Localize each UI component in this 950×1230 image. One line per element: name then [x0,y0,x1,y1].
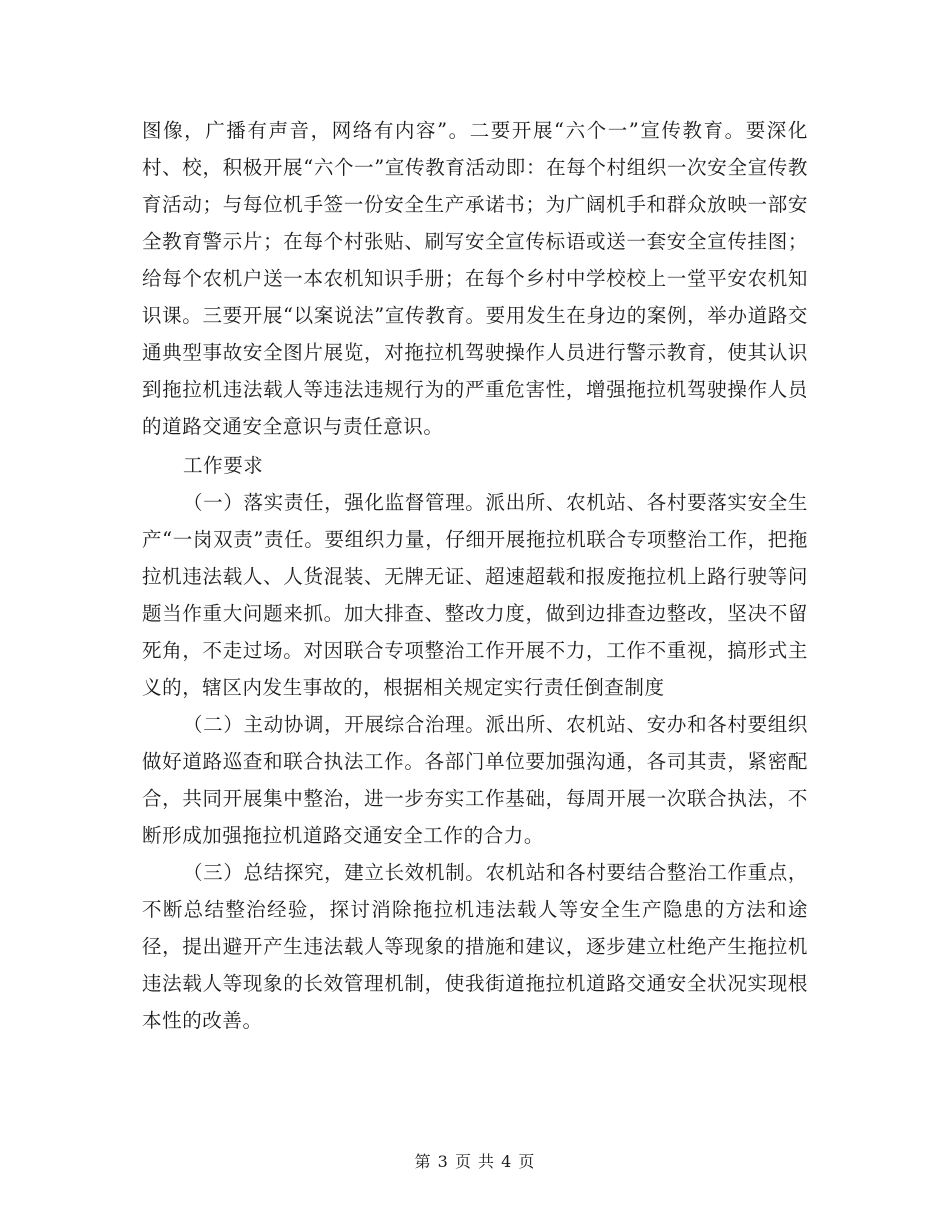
section-heading-work-requirements: 工作要求 [183,454,264,477]
document-body [142,112,808,1039]
paragraph-requirement-2: （二）主动协调，开展综合治理。派出所、农机站、安办和各村要组织做好道路巡查和联合执法工作。各部门单位要加强沟通，各司其责，紧密配合，共同开展集中整治，进一步夯实工作基础，每周开展一次联合执法，不断形成加强拖拉机道路交通安全工作的合力。 [142,713,808,847]
paragraph-propaganda-education: 图像，广播有声音，网络有内容”。二要开展“六个一”宣传教育。要深化村、校，积极开展“六个一”宣传教育活动即：在每个村组织一次安全宣传教育活动；与每位机手签一份安全生产承诺书；为广阔机手和群众放映一部安全教育警示片；在每个村张贴、刷写安全宣传标语或送一套安全宣传挂图；给每个农机户送一本农机知识手册；在每个乡村中学校校上一堂平安农机知识课。三要开展“以案说法”宣传教育。要用发生在身边的案例，举办道路交通典型事故安全图片展览，对拖拉机驾驶操作人员进行警示教育，使其认识到拖拉机违法载人等违法违规行为的严重危害性，增强拖拉机驾驶操作人员的道路交通安全意识与责任意识。 [142,119,808,438]
paragraph-requirement-3: （三）总结探究，建立长效机制。农机站和各村要结合整治工作重点，不断总结整治经验，探讨消除拖拉机违法载人等安全生产隐患的方法和途径，提出避开产生违法载人等现象的措施和建议，逐步建立杜绝产生拖拉机违法载人等现象的长效管理机制，使我街道拖拉机道路交通安全状况实现根本性的改善。 [142,861,808,1032]
page-number-footer: 第 3 页 共 4 页 [414,1152,536,1171]
paragraph-requirement-1: （一）落实责任，强化监督管理。派出所、农机站、各村要落实安全生产“一岗双责”责任。要组织力量，仔细开展拖拉机联合专项整治工作，把拖拉机违法载人、人货混装、无牌无证、超速超载和报废拖拉机上路行驶等问题当作重大问题来抓。加大排查、整改力度，做到边排查边整改，坚决不留死角，不走过场。对因联合专项整治工作开展不力，工作不重视，搞形式主义的，辖区内发生事故的，根据相关规定实行责任倒查制度 [142,491,808,699]
